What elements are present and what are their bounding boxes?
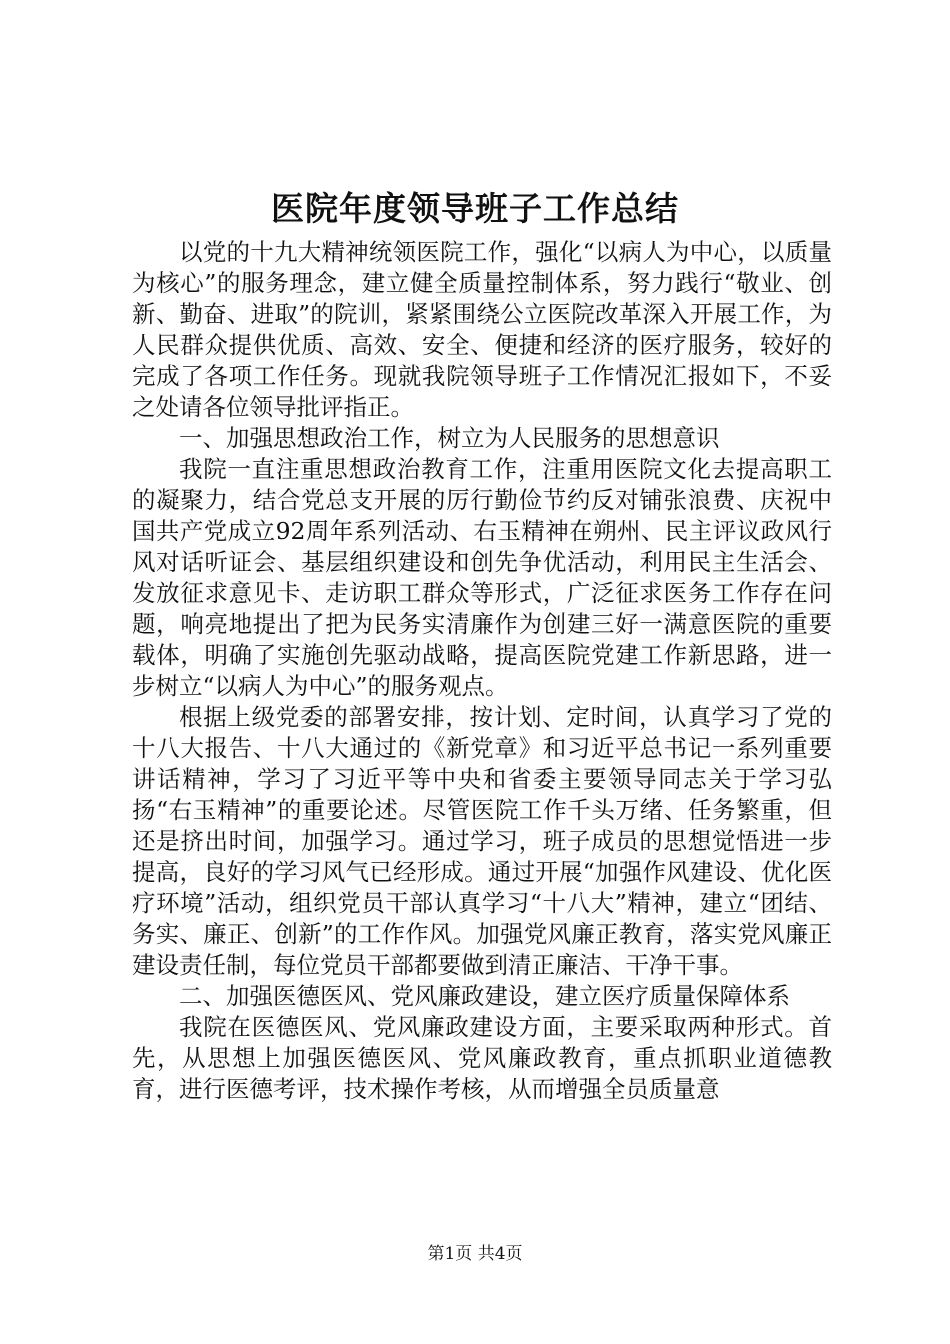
page-number-footer: 第1页 共4页: [427, 1244, 523, 1264]
section-heading-1: 一、加强思想政治工作，树立为人民服务的思想意识: [179, 424, 720, 452]
document-body: [132, 237, 832, 1105]
body-paragraph: 我院一直注重思想政治教育工作，注重用医院文化去提高职工的凝聚力，结合党总支开展的厉行勤俭节约反对铺张浪费、庆祝中国共产党成立92周年系列活动、右玉精神在朔州、民主评议政风行风对话听证会、基层组织建设和创先争优活动，利用民主生活会、发放征求意见卡、走访职工群众等形式，广泛征求医务工作存在问题，响亮地提出了把为民务实清廉作为创建三好一满意医院的重要载体，明确了实施创先驱动战略，提高医院党建工作新思路，进一步树立“以病人为中心”的服务观点。: [132, 455, 832, 700]
section-heading-2: 二、加强医德医风、党风廉政建设，建立医疗质量保障体系: [179, 982, 790, 1010]
body-paragraph: 根据上级党委的部署安排，按计划、定时间，认真学习了党的十八大报告、十八大通过的《新党章》和习近平总书记一系列重要讲话精神，学习了习近平等中央和省委主要领导同志关于学习弘扬“右玉精神”的重要论述。尽管医院工作千头万绪、任务繁重，但还是挤出时间，加强学习。通过学习，班子成员的思想觉悟进一步提高，良好的学习风气已经形成。通过开展“加强作风建设、优化医疗环境”活动，组织党员干部认真学习“十八大”精神，建立“团结、务实、廉正、创新”的工作作风。加强党风廉正教育，落实党风廉正建设责任制，每位党员干部都要做到清正廉洁、干净干事。: [132, 703, 832, 979]
body-paragraph: 我院在医德医风、党风廉政建设方面，主要采取两种形式。首先，从思想上加强医德医风、党风廉政教育，重点抓职业道德教育，进行医德考评，技术操作考核，从而增强全员质量意: [132, 1013, 832, 1103]
document-title: 医院年度领导班子工作总结: [271, 189, 679, 228]
intro-paragraph: 以党的十九大精神统领医院工作，强化“以病人为中心，以质量为核心”的服务理念，建立健全质量控制体系，努力践行“敬业、创新、勤奋、进取”的院训，紧紧围绕公立医院改革深入开展工作，为人民群众提供优质、高效、安全、便捷和经济的医疗服务，较好的完成了各项工作任务。现就我院领导班子工作情况汇报如下，不妥之处请各位领导批评指正。: [132, 238, 832, 421]
